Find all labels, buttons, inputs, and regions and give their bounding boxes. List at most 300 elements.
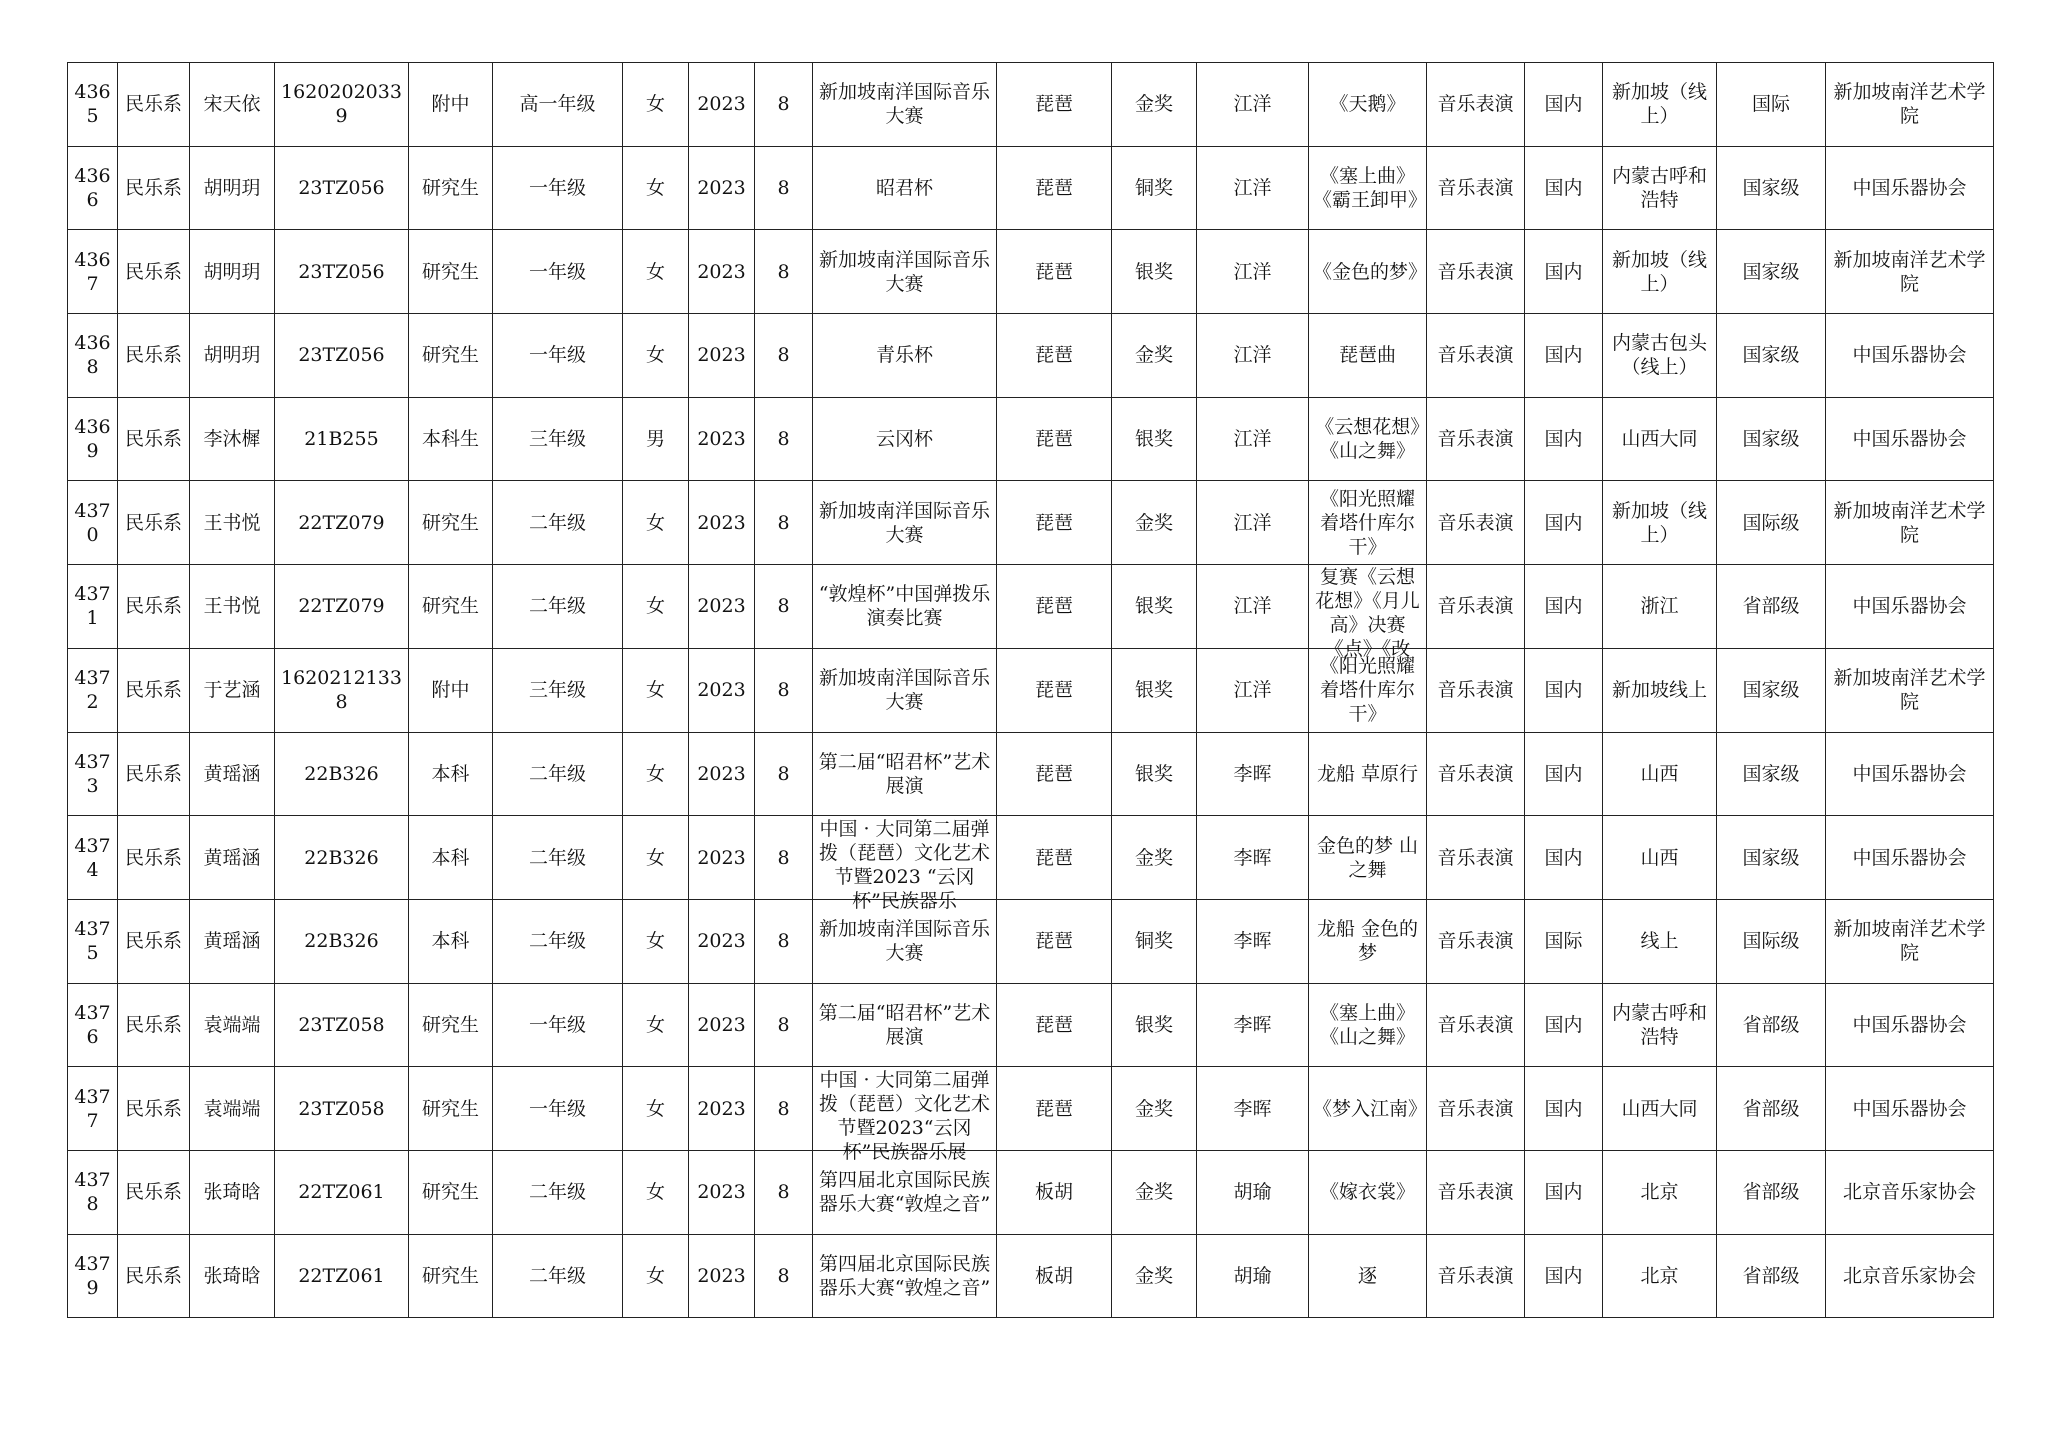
year-text: 2023	[697, 511, 746, 534]
cell-month	[755, 314, 813, 398]
cell-year	[689, 146, 755, 230]
instrument-text: 琵琶	[1034, 93, 1073, 116]
student-id-text: 23TZ056	[298, 260, 385, 283]
cell-competition-level	[1717, 816, 1826, 900]
cell-gender	[623, 230, 689, 314]
cell-award-level	[1112, 816, 1197, 900]
competition-name-text: “敦煌杯”中国弹拨乐演奏比赛	[818, 583, 991, 630]
cell-venue	[1603, 1067, 1717, 1151]
cell-school-level	[409, 1234, 493, 1318]
cell-major	[1427, 648, 1525, 732]
cell-competition-name	[813, 397, 997, 481]
cell-instructor	[1197, 1150, 1309, 1234]
cell-competition-name	[813, 481, 997, 565]
competition-name-text: 第二届“昭君杯”艺术展演	[818, 1001, 991, 1048]
cell-instrument	[997, 899, 1112, 983]
cell-repertoire	[1309, 565, 1427, 661]
cell-month	[755, 816, 813, 900]
repertoire-text: 龙船 草原行	[1316, 762, 1419, 785]
gender-text: 女	[645, 177, 665, 200]
cell-gender	[623, 1234, 689, 1318]
cell-instructor	[1197, 146, 1309, 230]
school-level-text: 研究生	[421, 177, 479, 200]
gender-text: 女	[645, 511, 665, 534]
cell-month	[755, 732, 813, 816]
award-level-text: 银奖	[1134, 595, 1173, 618]
cell-year	[689, 1067, 755, 1151]
cell-school-level	[409, 230, 493, 314]
cell-competition-level	[1717, 899, 1826, 983]
cell-student-name	[190, 565, 275, 649]
cell-record-no	[68, 1234, 118, 1318]
instructor-text: 李晖	[1233, 930, 1272, 953]
cell-award-level	[1112, 1067, 1197, 1151]
cell-organizer	[1826, 481, 1994, 565]
cell-record-no	[68, 63, 118, 147]
award-level-text: 金奖	[1134, 1264, 1173, 1287]
cell-grade	[493, 816, 623, 900]
instrument-text: 板胡	[1034, 1181, 1073, 1204]
cell-month	[755, 565, 813, 649]
major-text: 音乐表演	[1437, 762, 1514, 785]
cell-student-id	[275, 481, 409, 565]
cell-department	[118, 481, 190, 565]
instructor-text: 李晖	[1233, 1013, 1272, 1036]
month-text: 8	[777, 1264, 790, 1287]
cell-student-id	[275, 1234, 409, 1318]
competition-level-text: 省部级	[1742, 1013, 1800, 1036]
organizer-text: 中国乐器协会	[1852, 762, 1967, 785]
cell-department	[118, 146, 190, 230]
grade-text: 三年级	[528, 679, 586, 702]
school-level-text: 附中	[431, 679, 470, 702]
award-level-text: 银奖	[1134, 428, 1173, 451]
competition-name-text: 新加坡南洋国际音乐大赛	[818, 918, 990, 965]
school-level-text: 研究生	[421, 1097, 479, 1120]
cell-organizer	[1826, 397, 1994, 481]
record-no-text: 4373	[74, 750, 111, 797]
major-text: 音乐表演	[1437, 930, 1514, 953]
cell-award-level	[1112, 899, 1197, 983]
cell-repertoire	[1309, 314, 1427, 398]
instructor-text: 李晖	[1233, 1097, 1272, 1120]
cell-instructor	[1197, 899, 1309, 983]
organizer-text: 北京音乐家协会	[1842, 1181, 1976, 1204]
major-text: 音乐表演	[1437, 1097, 1514, 1120]
cell-repertoire	[1309, 1150, 1427, 1234]
venue-text: 线上	[1640, 930, 1679, 953]
cell-organizer	[1826, 314, 1994, 398]
cell-award-level	[1112, 314, 1197, 398]
instructor-text: 李晖	[1233, 762, 1272, 785]
cell-competition-name	[813, 146, 997, 230]
cell-year	[689, 230, 755, 314]
organizer-text: 北京音乐家协会	[1842, 1264, 1976, 1287]
instructor-text: 李晖	[1233, 846, 1272, 869]
cell-competition-level	[1717, 314, 1826, 398]
competition-level-text: 国家级	[1742, 846, 1800, 869]
cell-instrument	[997, 648, 1112, 732]
cell-instructor	[1197, 63, 1309, 147]
instrument-text: 琵琶	[1034, 679, 1073, 702]
grade-text: 二年级	[528, 930, 586, 953]
cell-grade	[493, 565, 623, 649]
cell-repertoire	[1309, 481, 1427, 565]
grade-text: 二年级	[528, 1264, 586, 1287]
region-text: 国际	[1544, 930, 1583, 953]
cell-instrument	[997, 63, 1112, 147]
cell-award-level	[1112, 565, 1197, 649]
record-no-text: 4366	[74, 165, 111, 212]
cell-region	[1525, 565, 1603, 649]
student-id-text: 23TZ058	[298, 1013, 385, 1036]
department-text: 民乐系	[124, 762, 182, 785]
major-text: 音乐表演	[1437, 511, 1514, 534]
year-text: 2023	[697, 344, 746, 367]
cell-instructor	[1197, 565, 1309, 649]
cell-grade	[493, 146, 623, 230]
competition-level-text: 国家级	[1742, 679, 1800, 702]
instructor-text: 胡瑜	[1233, 1264, 1272, 1287]
cell-student-id	[275, 648, 409, 732]
competition-name-text: 中国 · 大同第二届弹拨（琵琶）文化艺术节暨2023“云冈杯”民族器乐展	[818, 1068, 990, 1163]
cell-student-id	[275, 983, 409, 1067]
grade-text: 二年级	[528, 762, 586, 785]
record-no-text: 4370	[74, 499, 111, 546]
cell-repertoire	[1309, 1234, 1427, 1318]
repertoire-text: 《阳光照耀着塔什库尔干》	[1319, 655, 1415, 726]
cell-repertoire	[1309, 146, 1427, 230]
cell-award-level	[1112, 1234, 1197, 1318]
cell-venue	[1603, 1234, 1717, 1318]
month-text: 8	[777, 428, 790, 451]
cell-school-level	[409, 816, 493, 900]
school-level-text: 研究生	[421, 260, 479, 283]
cell-major	[1427, 899, 1525, 983]
instructor-text: 江洋	[1233, 344, 1272, 367]
table-row	[68, 732, 1994, 816]
cell-region	[1525, 899, 1603, 983]
record-no-text: 4376	[74, 1001, 111, 1048]
award-level-text: 金奖	[1134, 846, 1173, 869]
major-text: 音乐表演	[1437, 428, 1514, 451]
cell-venue	[1603, 1150, 1717, 1234]
cell-major	[1427, 481, 1525, 565]
cell-student-name	[190, 481, 275, 565]
department-text: 民乐系	[124, 93, 182, 116]
cell-gender	[623, 1067, 689, 1151]
repertoire-text: 《云想花想》《山之舞》	[1315, 416, 1420, 463]
cell-year	[689, 1150, 755, 1234]
year-text: 2023	[697, 930, 746, 953]
competition-name-text: 新加坡南洋国际音乐大赛	[818, 81, 990, 128]
cell-instrument	[997, 983, 1112, 1067]
month-text: 8	[777, 679, 790, 702]
student-id-text: 21B255	[304, 428, 379, 451]
cell-gender	[623, 481, 689, 565]
cell-award-level	[1112, 732, 1197, 816]
region-text: 国内	[1544, 177, 1583, 200]
cell-instructor	[1197, 983, 1309, 1067]
region-text: 国内	[1544, 1097, 1583, 1120]
cell-competition-name	[813, 230, 997, 314]
student-name-text: 黄瑶涵	[203, 846, 261, 869]
cell-instructor	[1197, 1067, 1309, 1151]
month-text: 8	[777, 1097, 790, 1120]
major-text: 音乐表演	[1437, 1013, 1514, 1036]
year-text: 2023	[697, 1097, 746, 1120]
cell-major	[1427, 1150, 1525, 1234]
cell-grade	[493, 648, 623, 732]
cell-grade	[493, 899, 623, 983]
table-row	[68, 146, 1994, 230]
major-text: 音乐表演	[1437, 344, 1514, 367]
cell-year	[689, 732, 755, 816]
cell-student-id	[275, 314, 409, 398]
cell-gender	[623, 899, 689, 983]
record-no-text: 4368	[74, 332, 111, 379]
cell-month	[755, 1067, 813, 1151]
cell-venue	[1603, 63, 1717, 147]
competition-level-text: 省部级	[1742, 1264, 1800, 1287]
award-level-text: 银奖	[1134, 762, 1173, 785]
student-name-text: 袁端端	[203, 1013, 261, 1036]
cell-instructor	[1197, 230, 1309, 314]
student-name-text: 于艺涵	[203, 679, 261, 702]
cell-organizer	[1826, 565, 1994, 649]
cell-instructor	[1197, 397, 1309, 481]
cell-school-level	[409, 63, 493, 147]
cell-major	[1427, 230, 1525, 314]
cell-department	[118, 816, 190, 900]
student-name-text: 胡明玥	[203, 260, 261, 283]
cell-competition-name	[813, 648, 997, 732]
gender-text: 女	[645, 260, 665, 283]
competition-name-text: 中国 · 大同第二届弹拨（琵琶）文化艺术节暨2023 “云冈杯”民族器乐	[818, 817, 990, 912]
competition-name-text: 新加坡南洋国际音乐大赛	[818, 667, 990, 714]
cell-gender	[623, 983, 689, 1067]
cell-student-id	[275, 899, 409, 983]
student-id-text: 23TZ058	[298, 1097, 385, 1120]
region-text: 国内	[1544, 1264, 1583, 1287]
cell-year	[689, 481, 755, 565]
cell-grade	[493, 983, 623, 1067]
organizer-text: 中国乐器协会	[1852, 1097, 1967, 1120]
department-text: 民乐系	[124, 1181, 182, 1204]
grade-text: 一年级	[528, 1013, 586, 1036]
record-no-text: 4374	[74, 834, 111, 881]
record-no-text: 4367	[74, 248, 111, 295]
record-no-text: 4378	[74, 1169, 111, 1216]
cell-competition-level	[1717, 648, 1826, 732]
cell-student-name	[190, 1067, 275, 1151]
cell-competition-level	[1717, 732, 1826, 816]
month-text: 8	[777, 846, 790, 869]
cell-student-id	[275, 230, 409, 314]
cell-region	[1525, 1150, 1603, 1234]
school-level-text: 研究生	[421, 344, 479, 367]
cell-region	[1525, 648, 1603, 732]
instrument-text: 琵琶	[1034, 428, 1073, 451]
cell-region	[1525, 1067, 1603, 1151]
cell-month	[755, 397, 813, 481]
cell-major	[1427, 397, 1525, 481]
grade-text: 一年级	[528, 344, 586, 367]
cell-major	[1427, 816, 1525, 900]
cell-region	[1525, 314, 1603, 398]
cell-school-level	[409, 565, 493, 649]
cell-instrument	[997, 1234, 1112, 1318]
gender-text: 女	[645, 1181, 665, 1204]
cell-department	[118, 732, 190, 816]
cell-student-name	[190, 397, 275, 481]
region-text: 国内	[1544, 93, 1583, 116]
cell-department	[118, 63, 190, 147]
grade-text: 二年级	[528, 511, 586, 534]
cell-student-name	[190, 146, 275, 230]
cell-major	[1427, 732, 1525, 816]
department-text: 民乐系	[124, 1013, 182, 1036]
month-text: 8	[777, 344, 790, 367]
competition-level-text: 国际级	[1742, 930, 1800, 953]
cell-venue	[1603, 230, 1717, 314]
cell-grade	[493, 1067, 623, 1151]
instrument-text: 琵琶	[1034, 511, 1073, 534]
cell-repertoire	[1309, 983, 1427, 1067]
region-text: 国内	[1544, 595, 1583, 618]
student-name-text: 李沐樨	[203, 428, 261, 451]
gender-text: 女	[645, 93, 665, 116]
award-level-text: 银奖	[1134, 679, 1173, 702]
grade-text: 二年级	[528, 846, 586, 869]
cell-instrument	[997, 1067, 1112, 1151]
cell-month	[755, 1234, 813, 1318]
department-text: 民乐系	[124, 428, 182, 451]
competition-level-text: 国家级	[1742, 260, 1800, 283]
cell-school-level	[409, 314, 493, 398]
cell-competition-level	[1717, 63, 1826, 147]
cell-student-name	[190, 1234, 275, 1318]
cell-major	[1427, 1234, 1525, 1318]
cell-instrument	[997, 565, 1112, 649]
cell-student-id	[275, 732, 409, 816]
cell-grade	[493, 314, 623, 398]
cell-competition-name	[813, 816, 997, 912]
venue-text: 山西大同	[1621, 1097, 1698, 1120]
cell-organizer	[1826, 63, 1994, 147]
instructor-text: 胡瑜	[1233, 1181, 1272, 1204]
repertoire-text: 龙船 金色的梦	[1316, 918, 1419, 965]
cell-department	[118, 1234, 190, 1318]
cell-school-level	[409, 983, 493, 1067]
school-level-text: 附中	[431, 93, 470, 116]
award-records-table	[67, 62, 1994, 1318]
cell-organizer	[1826, 899, 1994, 983]
organizer-text: 新加坡南洋艺术学院	[1833, 499, 1986, 546]
cell-venue	[1603, 146, 1717, 230]
venue-text: 北京	[1640, 1181, 1679, 1204]
gender-text: 女	[645, 762, 665, 785]
table-row	[68, 397, 1994, 481]
cell-organizer	[1826, 1067, 1994, 1151]
venue-text: 新加坡（线上）	[1611, 81, 1707, 128]
cell-gender	[623, 732, 689, 816]
instrument-text: 琵琶	[1034, 177, 1073, 200]
competition-level-text: 国际	[1751, 93, 1790, 116]
cell-gender	[623, 1150, 689, 1234]
cell-month	[755, 230, 813, 314]
cell-repertoire	[1309, 816, 1427, 900]
table-row	[68, 983, 1994, 1067]
month-text: 8	[777, 511, 790, 534]
competition-name-text: 昭君杯	[875, 177, 933, 200]
cell-school-level	[409, 146, 493, 230]
gender-text: 女	[645, 846, 665, 869]
organizer-text: 中国乐器协会	[1852, 428, 1967, 451]
cell-student-id	[275, 63, 409, 147]
record-no-text: 4369	[74, 416, 111, 463]
school-level-text: 本科	[431, 762, 470, 785]
cell-student-name	[190, 1150, 275, 1234]
cell-grade	[493, 63, 623, 147]
cell-award-level	[1112, 648, 1197, 732]
cell-school-level	[409, 899, 493, 983]
cell-instructor	[1197, 481, 1309, 565]
cell-record-no	[68, 1150, 118, 1234]
student-name-text: 黄瑶涵	[203, 762, 261, 785]
competition-name-text: 青乐杯	[875, 344, 933, 367]
year-text: 2023	[697, 1013, 746, 1036]
cell-record-no	[68, 314, 118, 398]
award-level-text: 金奖	[1134, 1181, 1173, 1204]
cell-department	[118, 565, 190, 649]
region-text: 国内	[1544, 679, 1583, 702]
cell-organizer	[1826, 1150, 1994, 1234]
gender-text: 女	[645, 1264, 665, 1287]
department-text: 民乐系	[124, 846, 182, 869]
cell-grade	[493, 1150, 623, 1234]
cell-student-name	[190, 732, 275, 816]
table-row	[68, 1150, 1994, 1234]
award-level-text: 金奖	[1134, 344, 1173, 367]
student-id-text: 16202020339	[281, 81, 402, 128]
organizer-text: 新加坡南洋艺术学院	[1833, 248, 1986, 295]
major-text: 音乐表演	[1437, 595, 1514, 618]
cell-instructor	[1197, 816, 1309, 900]
region-text: 国内	[1544, 762, 1583, 785]
cell-month	[755, 648, 813, 732]
major-text: 音乐表演	[1437, 260, 1514, 283]
school-level-text: 研究生	[421, 1264, 479, 1287]
student-id-text: 22TZ079	[298, 595, 385, 618]
grade-text: 高一年级	[519, 93, 596, 116]
month-text: 8	[777, 762, 790, 785]
instructor-text: 江洋	[1233, 93, 1272, 116]
cell-gender	[623, 146, 689, 230]
organizer-text: 新加坡南洋艺术学院	[1833, 918, 1986, 965]
cell-record-no	[68, 816, 118, 900]
cell-student-name	[190, 816, 275, 900]
cell-department	[118, 1150, 190, 1234]
cell-instructor	[1197, 648, 1309, 732]
instructor-text: 江洋	[1233, 679, 1272, 702]
student-name-text: 张琦晗	[203, 1181, 261, 1204]
award-level-text: 铜奖	[1134, 930, 1173, 953]
cell-award-level	[1112, 146, 1197, 230]
cell-venue	[1603, 648, 1717, 732]
cell-grade	[493, 481, 623, 565]
cell-student-name	[190, 983, 275, 1067]
